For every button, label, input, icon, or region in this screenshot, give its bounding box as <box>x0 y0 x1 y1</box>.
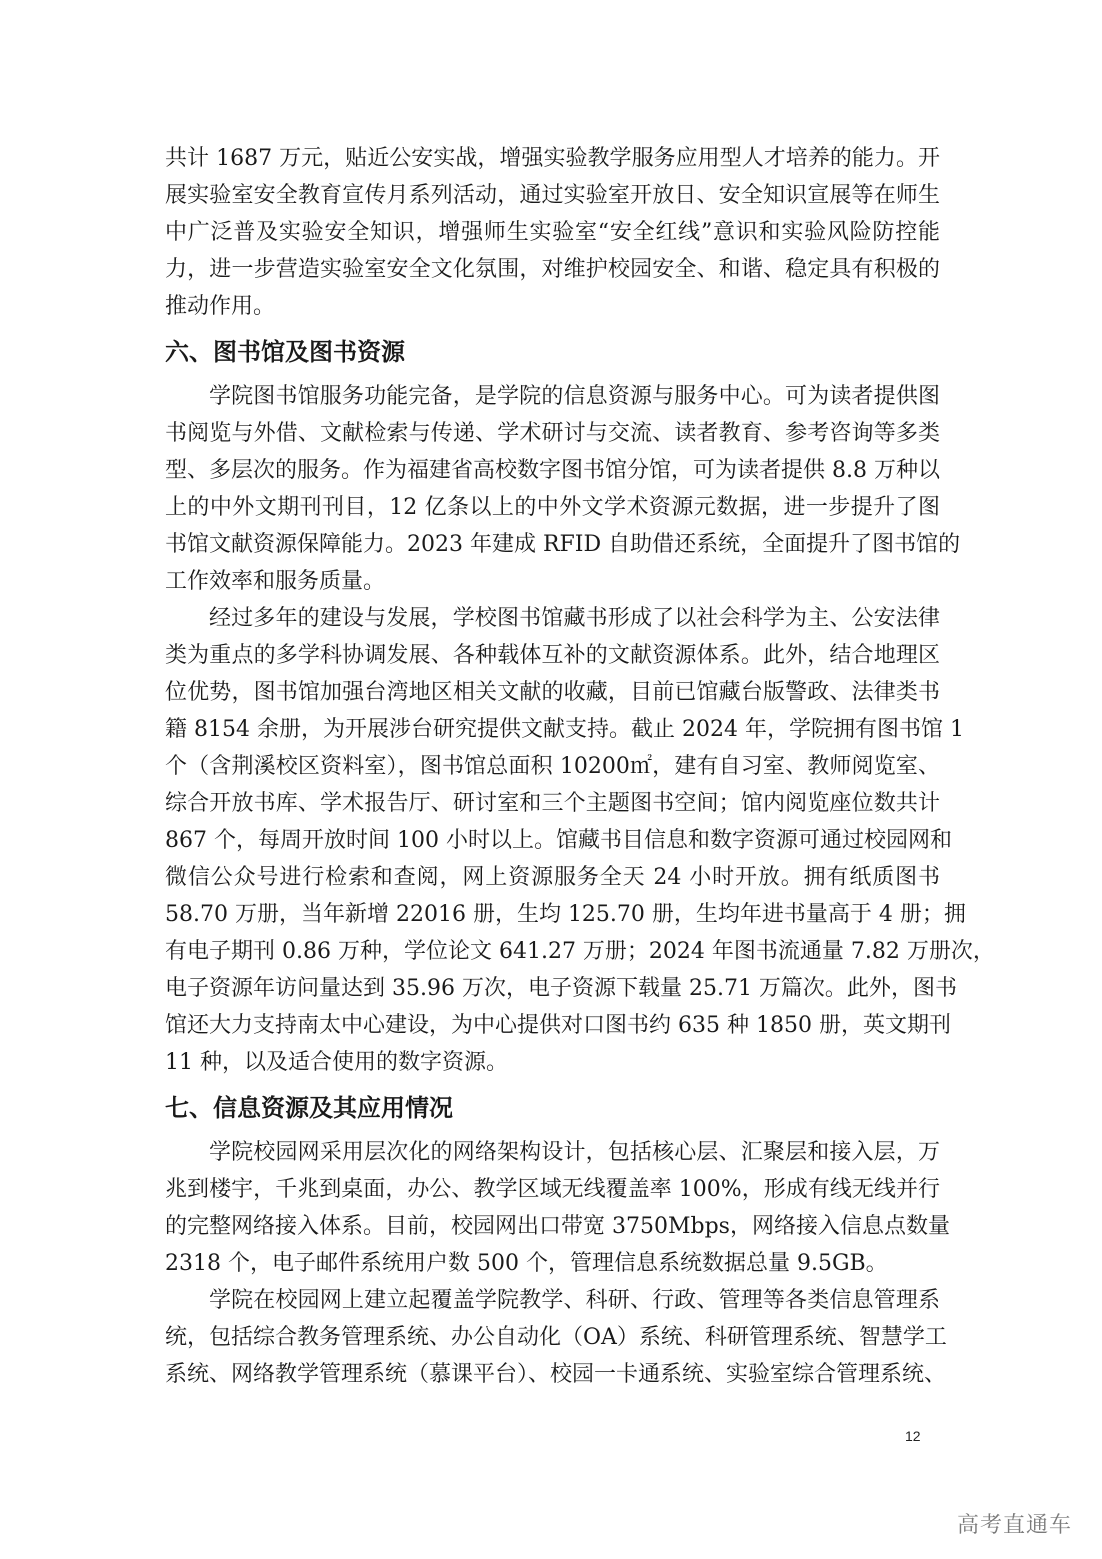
text-line: 统，包括综合教务管理系统、办公自动化（OA）系统、科研管理系统、智慧学工 <box>165 1325 947 1350</box>
text-line: 书阅览与外借、文献检索与传递、学术研讨与交流、读者教育、参考咨询等多类 <box>165 421 940 446</box>
paragraph-campus-network <box>165 1134 950 1282</box>
text-line: 工作效率和服务质量。 <box>165 569 386 594</box>
text-line: 综合开放书库、学术报告厅、研讨室和三个主题图书空间；馆内阅览座位数共计 <box>165 791 940 816</box>
text-line: 867 个，每周开放时间 100 小时以上。馆藏书目信息和数字资源可通过校园网和 <box>165 828 952 853</box>
text-line: 型、多层次的服务。作为福建省高校数字图书馆分馆，可为读者提供 8.8 万种以 <box>165 458 940 483</box>
text-line: 上的中外文期刊刊目，12 亿条以上的中外文学术资源元数据，进一步提升了图 <box>165 495 940 520</box>
paragraph-library-services <box>165 378 961 600</box>
text-line: 籍 8154 余册，为开展涉台研究提供文献支持。截止 2024 年，学院拥有图书馆 1 <box>165 717 964 742</box>
page-number: 12 <box>905 1428 921 1444</box>
text-line: 微信公众号进行检索和查阅，网上资源服务全天 24 小时开放。拥有纸质图书 <box>165 865 940 890</box>
text-line: 学院校园网采用层次化的网络架构设计，包括核心层、汇聚层和接入层，万 <box>209 1140 940 1165</box>
text-line: 有电子期刊 0.86 万种，学位论文 641.27 万册；2024 年图书流通量 7.82 万册次， <box>165 939 995 964</box>
text-line: 类为重点的多学科协调发展、各种载体互补的文献资源体系。此外，结合地理区 <box>165 643 940 668</box>
section-heading-library: 六、图书馆及图书资源 <box>165 338 405 366</box>
text-line: 展实验室安全教育宣传月系列活动，通过实验室开放日、安全知识宣展等在师生 <box>165 183 940 208</box>
text-line: 力，进一步营造实验室安全文化氛围，对维护校园安全、和谐、稳定具有积极的 <box>165 257 940 282</box>
text-line: 经过多年的建设与发展，学校图书馆藏书形成了以社会科学为主、公安法律 <box>209 606 940 631</box>
text-line: 个（含荆溪校区资料室），图书馆总面积 10200㎡，建有自习室、教师阅览室、 <box>165 754 940 779</box>
text-line: 11 种，以及适合使用的数字资源。 <box>165 1050 508 1075</box>
text-line: 电子资源年访问量达到 35.96 万次，电子资源下载量 25.71 万篇次。此外，图书 <box>165 976 957 1001</box>
text-line: 学院在校园网上建立起覆盖学院教学、科研、行政、管理等各类信息管理系 <box>209 1288 940 1313</box>
text-line: 共计 1687 万元，贴近公安实战，增强实验教学服务应用型人才培养的能力。开 <box>165 146 940 171</box>
text-line: 馆还大力支持南太中心建设，为中心提供对口图书约 635 种 1850 册，英文期刊 <box>165 1013 951 1038</box>
text-line: 系统、网络教学管理系统（慕课平台）、校园一卡通系统、实验室综合管理系统、 <box>165 1362 947 1387</box>
text-line: 中广泛普及实验安全知识，增强师生实验室“安全红线”意识和实验风险防控能 <box>165 220 940 245</box>
text-line: 的完整网络接入体系。目前，校园网出口带宽 3750Mbps，网络接入信息点数量 <box>165 1214 950 1239</box>
text-line: 2318 个，电子邮件系统用户数 500 个，管理信息系统数据总量 9.5GB。 <box>165 1251 888 1276</box>
text-line: 书馆文献资源保障能力。2023 年建成 RFID 自助借还系统，全面提升了图书馆的 <box>165 532 961 557</box>
text-line: 位优势，图书馆加强台湾地区相关文献的收藏，目前已馆藏台版警政、法律类书 <box>165 680 940 705</box>
document-body <box>165 140 995 1393</box>
paragraph-information-systems <box>165 1282 947 1393</box>
text-line: 兆到楼宇，千兆到桌面，办公、教学区域无线覆盖率 100%，形成有线无线并行 <box>165 1177 940 1202</box>
text-line: 58.70 万册，当年新增 22016 册，生均 125.70 册，生均年进书量高于 4 册；拥 <box>165 902 966 927</box>
watermark-text: 高考直通车 <box>956 1513 1072 1538</box>
paragraph-lab-safety <box>165 140 940 325</box>
paragraph-library-collection <box>165 600 995 1081</box>
section-heading-information: 七、信息资源及其应用情况 <box>165 1094 453 1122</box>
text-line: 学院图书馆服务功能完备，是学院的信息资源与服务中心。可为读者提供图 <box>209 384 940 409</box>
text-line: 推动作用。 <box>165 294 276 319</box>
